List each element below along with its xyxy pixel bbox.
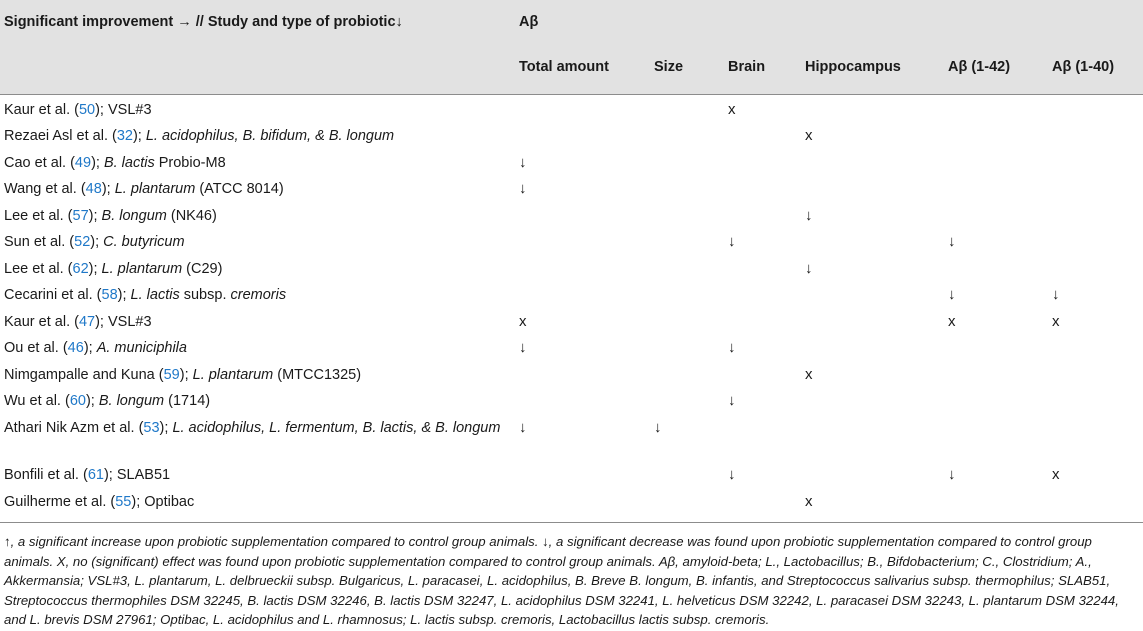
study-author: Guilherme et al. ( [4,494,116,510]
probiotic-name: B. longum [101,208,167,224]
abeta-group-header: Aβ [519,14,539,30]
study-cell [4,126,504,146]
probiotic-name: Optibac [144,494,195,510]
effect-mark-abeta-1-40: ↓ [1052,286,1060,303]
col-header-brain: Brain [728,59,766,75]
probiotic-name: L. plantarum [101,261,183,277]
probiotic-name: (MTCC1325) [273,367,362,383]
col-header-size: Size [654,59,684,75]
effect-mark-total-amount: ↓ [519,180,527,197]
effect-mark-hippocampus: x [805,127,813,144]
study-cell [4,259,504,279]
study-author: Kaur et al. ( [4,314,79,330]
study-cell [4,338,504,358]
effect-mark-abeta-1-40: x [1052,313,1060,330]
study-author: Lee et al. ( [4,208,73,224]
effect-mark-abeta-1-42: ↓ [948,286,956,303]
reference-link[interactable]: 58 [101,287,118,303]
probiotic-name: L. lactis [130,287,180,303]
study-cell [4,312,504,332]
effect-mark-brain: ↓ [728,339,736,356]
study-author: Wang et al. ( [4,181,86,197]
probiotic-name: L. acidophilus, L. fermentum, B. lactis, & B. longum [172,420,501,436]
effect-mark-size: ↓ [654,419,662,436]
study-author: Ou et al. ( [4,340,68,356]
study-separator: ); [95,102,108,118]
study-author: Bonfili et al. ( [4,467,88,483]
col-header-abeta-1-40: Aβ (1-40) [1052,59,1115,75]
study-separator: ); [95,314,108,330]
table-footnote: ↑, a significant increase upon probiotic supplementation compared to control group animals. ↓, a significant decrease was found upon probiotic supplementation compared to control group animals. X, no (significant) effect was found upon probiotic supplementation compared to control group animals. Aβ, amyloid-beta; L., Lactobacillus; B., Bifdobacterium; C., Clostridium; A., Akkermansia; VSL#3, L. plantarum, L. delbrueckii subsp. Bulgaricus, L. paracasei, L. acidophilus, B. Breve B. longum, B. infantis, and Streptococcus salivarius subsp. thermophilus; SLAB51, Streptococcus thermophiles DSM 32245, B. lactis DSM 32246, B. lactis DSM 32247, L. acidophilus DSM 32241, L. helveticus DSM 32242, L. paracasei DSM 32243, L. plantarum DSM 32244, and L. brevis DSM 27961; Optibac, L. acidophilus and L. rhamnosus; L. lactis subsp. cremoris, Lactobacillus lactis subsp. cremoris. [4,534,1119,627]
effect-mark-abeta-1-40: x [1052,466,1060,483]
effect-mark-brain: ↓ [728,392,736,409]
study-separator: ); [101,181,115,197]
probiotic-name: C. butyricum [103,234,185,250]
study-cell [4,391,504,411]
effect-mark-hippocampus: ↓ [805,207,813,224]
col-header-abeta-1-42: Aβ (1-42) [948,59,1011,75]
study-separator: ); [83,340,97,356]
study-separator: ); [131,494,145,510]
study-separator: ); [91,155,104,171]
study-separator: ); [132,128,146,144]
reference-link[interactable]: 47 [78,314,96,330]
probiotic-name: L. plantarum [192,367,274,383]
effect-mark-brain: ↓ [728,466,736,483]
study-cell [4,465,504,485]
probiotic-name: VSL#3 [107,314,152,330]
reference-link[interactable]: 62 [72,261,89,277]
probiotic-name: (ATCC 8014) [195,181,284,197]
reference-link[interactable]: 32 [116,128,133,144]
study-author: Sun et al. ( [4,234,75,250]
study-separator: ); [179,367,193,383]
study-separator: ); [88,261,102,277]
header-divider [0,94,1143,95]
probiotic-name: (1714) [164,393,211,409]
probiotic-name: VSL#3 [107,102,152,118]
effect-mark-hippocampus: ↓ [805,260,813,277]
col-header-total-amount: Total amount [519,59,609,75]
study-author: Cao et al. ( [4,155,75,171]
study-cell [4,492,504,512]
probiotic-name: SLAB51 [116,467,171,483]
study-author: Athari Nik Azm et al. ( [4,420,144,436]
reference-link[interactable]: 55 [115,494,132,510]
study-author: Rezaei Asl et al. ( [4,128,117,144]
reference-link[interactable]: 59 [163,367,180,383]
study-author: Kaur et al. ( [4,102,79,118]
probiotic-name: B. longum [98,393,165,409]
probiotic-name: cremoris [230,287,287,303]
effect-mark-hippocampus: x [805,366,813,383]
effect-mark-total-amount: ↓ [519,419,527,436]
reference-link[interactable]: 49 [74,155,92,171]
col-header-hippocampus: Hippocampus [805,59,901,75]
probiotic-name: B. lactis [103,155,155,171]
effect-mark-hippocampus: x [805,493,813,510]
study-separator: ); [103,467,117,483]
study-separator: ); [90,234,104,250]
effect-mark-total-amount: ↓ [519,154,527,171]
study-cell [4,418,504,438]
study-cell [4,285,504,305]
study-cell [4,100,504,120]
effect-mark-total-amount: ↓ [519,339,527,356]
reference-link[interactable]: 46 [67,340,84,356]
study-cell [4,153,504,173]
effect-mark-brain: x [728,101,736,118]
study-cell [4,365,504,385]
probiotic-name: (C29) [182,261,223,277]
effect-mark-abeta-1-42: x [948,313,956,330]
effect-mark-total-amount: x [519,313,527,330]
probiotic-name: L. acidophilus, B. bifidum, & B. longum [145,128,395,144]
reference-link[interactable]: 57 [72,208,89,224]
effect-mark-abeta-1-42: ↓ [948,233,956,250]
study-separator: ); [159,420,173,436]
probiotic-name: (NK46) [166,208,217,224]
study-author: Nimgampalle and Kuna ( [4,367,164,383]
probiotic-name: Probio-M8 [154,155,226,171]
reference-link[interactable]: 60 [69,393,86,409]
study-cell [4,179,504,199]
study-separator: ); [85,393,99,409]
reference-link[interactable]: 52 [74,234,91,250]
probiotic-name: L. plantarum [114,181,196,197]
reference-link[interactable]: 48 [85,181,102,197]
study-separator: ); [88,208,102,224]
study-separator: ); [117,287,131,303]
reference-link[interactable]: 53 [143,420,160,436]
study-cell [4,232,504,252]
study-column-header: Significant improvement → // Study and type of probiotic↓ [4,14,403,30]
study-author: Lee et al. ( [4,261,73,277]
reference-link[interactable]: 61 [87,467,104,483]
effect-mark-brain: ↓ [728,233,736,250]
footer-divider [0,522,1143,523]
reference-link[interactable]: 50 [78,102,96,118]
study-author: Cecarini et al. ( [4,287,102,303]
study-cell [4,206,504,226]
effect-mark-abeta-1-42: ↓ [948,466,956,483]
study-author: Wu et al. ( [4,393,70,409]
probiotic-name: subsp. [179,287,231,303]
probiotic-name: A. municiphila [96,340,187,356]
